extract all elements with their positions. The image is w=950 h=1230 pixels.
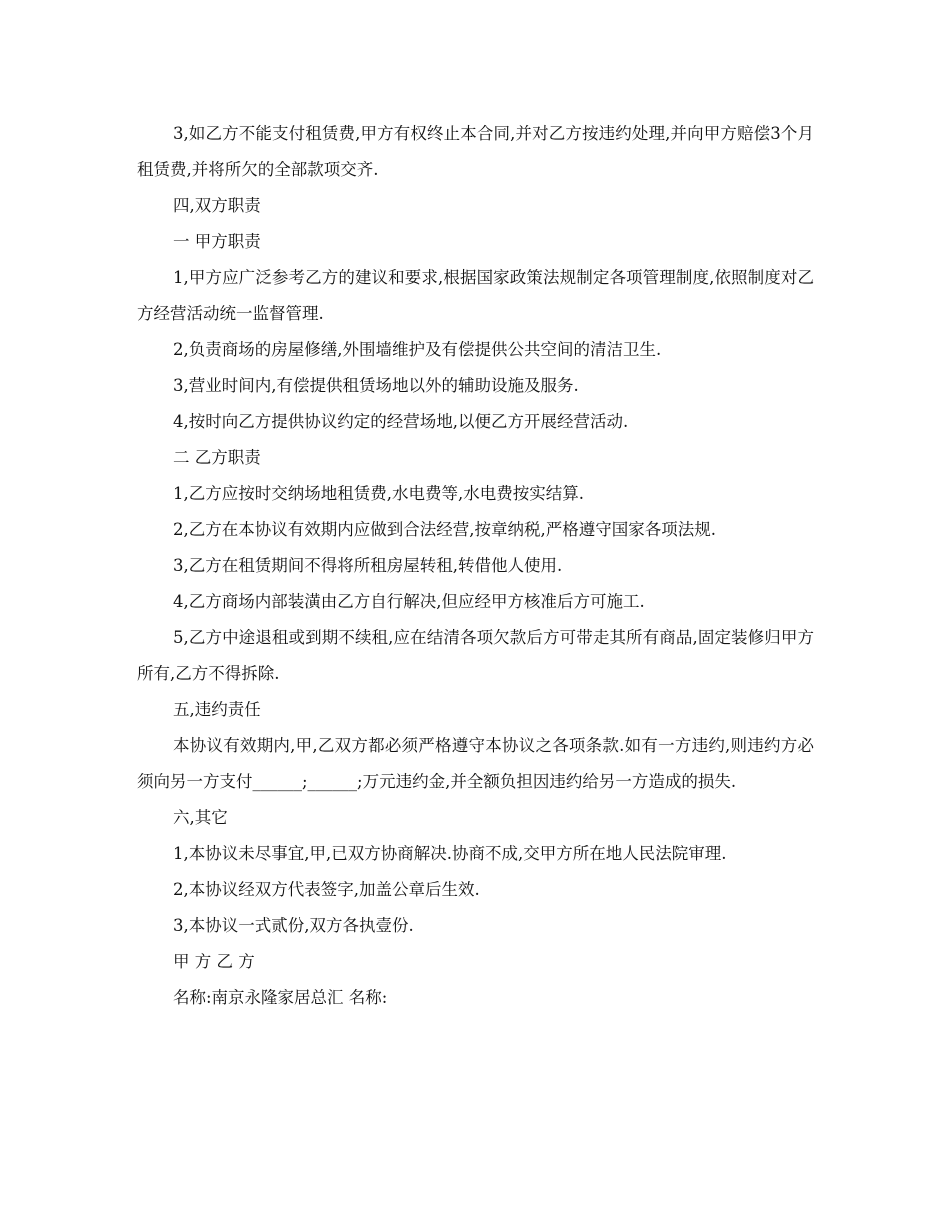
signature-parties-line: 甲 方 乙 方 <box>173 952 255 971</box>
section-heading: 六,其它 <box>173 808 228 827</box>
clause-paragraph: 1,本协议未尽事宜,甲,已双方协商解决.协商不成,交甲方所在地人民法院审理. <box>173 844 727 863</box>
clause-paragraph: 4,乙方商场内部装潢由乙方自行解决,但应经甲方核准后方可施工. <box>173 592 645 611</box>
clause-paragraph: 2,本协议经双方代表签字,加盖公章后生效. <box>173 880 480 899</box>
clause-paragraph: 2,乙方在本协议有效期内应做到合法经营,按章纳税,严格遵守国家各项法规. <box>173 520 716 539</box>
clause-paragraph: 3,如乙方不能支付租赁费,甲方有权终止本合同,并对乙方按违约处理,并向甲方赔偿3个月租赁费,并将所欠的全部款项交齐. <box>137 124 814 179</box>
clause-paragraph: 1,乙方应按时交纳场地租赁费,水电费等,水电费按实结算. <box>173 484 584 503</box>
signature-name-line: 名称:南京永隆家居总汇 名称: <box>173 988 388 1007</box>
subsection-heading: 二 乙方职责 <box>173 448 261 467</box>
clause-paragraph: 3,乙方在租赁期间不得将所租房屋转租,转借他人使用. <box>173 556 563 575</box>
clause-paragraph: 4,按时向乙方提供协议约定的经营场地,以便乙方开展经营活动. <box>173 412 629 431</box>
section-heading: 五,违约责任 <box>173 700 261 719</box>
clause-paragraph: 本协议有效期内,甲,乙双方都必须严格遵守本协议之各项条款.如有一方违约,则违约方必须向另一方支付______;______;万元违约金,并全额负担因违约给另一方造成的损失. <box>137 736 814 791</box>
section-heading: 四,双方职责 <box>173 196 261 215</box>
clause-paragraph: 2,负责商场的房屋修缮,外围墙维护及有偿提供公共空间的清洁卫生. <box>173 340 662 359</box>
clause-paragraph: 1,甲方应广泛参考乙方的建议和要求,根据国家政策法规制定各项管理制度,依照制度对乙方经营活动统一监督管理. <box>137 268 814 323</box>
clause-paragraph: 5,乙方中途退租或到期不续租,应在结清各项欠款后方可带走其所有商品,固定装修归甲方所有,乙方不得拆除. <box>137 628 814 683</box>
subsection-heading: 一 甲方职责 <box>173 232 261 251</box>
clause-paragraph: 3,营业时间内,有偿提供租赁场地以外的辅助设施及服务. <box>173 376 579 395</box>
clause-paragraph: 3,本协议一式贰份,双方各执壹份. <box>173 916 414 935</box>
